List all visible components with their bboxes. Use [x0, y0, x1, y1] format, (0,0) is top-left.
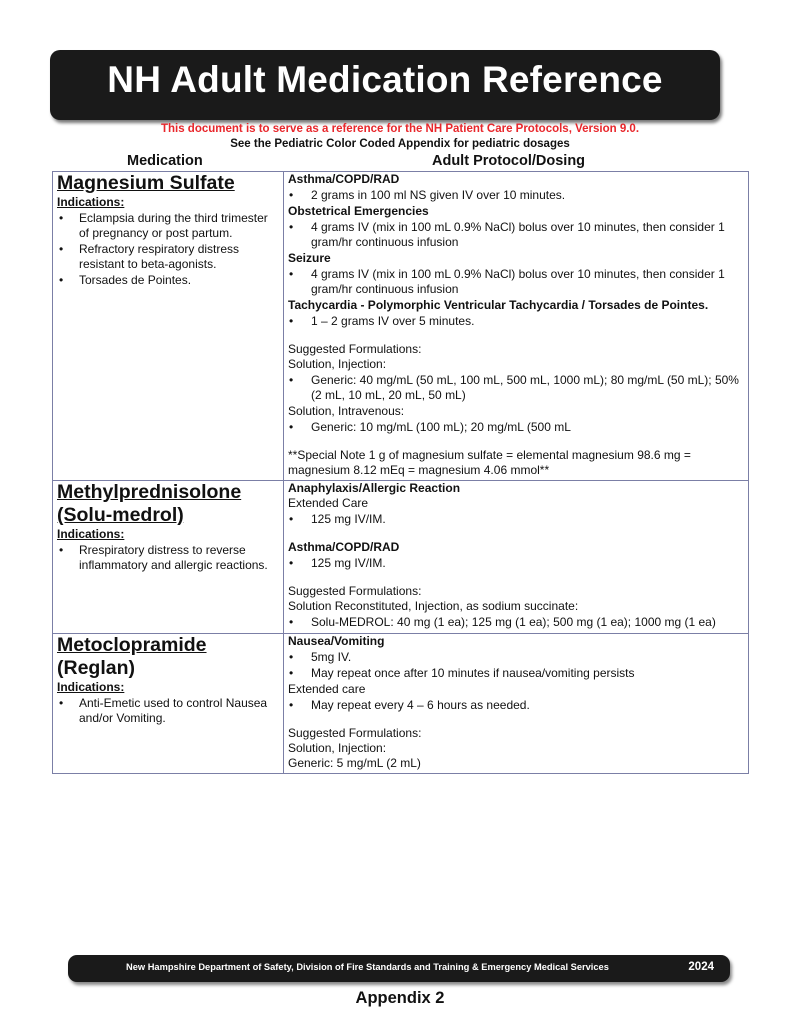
footer-year: 2024 — [688, 961, 714, 973]
dose-list — [288, 556, 744, 571]
formulation-type: Solution, Injection: — [288, 741, 387, 755]
list-item: • Solu-MEDROL: 40 mg (1 ea); 125 mg (1 ea); 500 mg (1 ea); 1000 mg (1 ea) — [288, 615, 744, 630]
formulations-title: Suggested Formulations: — [288, 584, 422, 598]
section-title: Asthma/COPD/RAD — [288, 540, 400, 554]
dosing-cell — [284, 172, 749, 481]
section-subtitle: Extended Care — [288, 496, 369, 510]
list-item: • 5mg IV. — [288, 650, 744, 665]
protocol-notice: This document is to serve as a reference for the NH Patient Care Protocols, Version 9.0. — [160, 123, 640, 135]
dose-list — [288, 267, 744, 297]
formulation-detail: Generic: 5 mg/mL (2 mL) — [288, 756, 421, 770]
dosing-cell — [284, 481, 749, 634]
dose-list — [288, 314, 744, 329]
medication-name: Magnesium Sulfate — [57, 172, 235, 194]
medication-cell — [53, 481, 284, 634]
dose-list — [288, 220, 744, 250]
section-title: Anaphylaxis/Allergic Reaction — [288, 481, 461, 495]
list-item: • Rrespiratory distress to reverse inflammatory and allergic reactions. — [57, 543, 279, 573]
list-item: • 4 grams IV (mix in 100 mL 0.9% NaCl) bolus over 10 minutes, then consider 1 gram/hr continuous infusion — [288, 220, 744, 250]
appendix-label: Appendix 2 — [355, 989, 445, 1007]
medication-brand-name: (Reglan) — [57, 657, 135, 679]
spacer — [288, 436, 744, 448]
medication-name: Methylprednisolone — [57, 481, 242, 503]
formulation-type: Solution, Intravenous: — [288, 404, 405, 418]
formulation-type: Solution Reconstituted, Injection, as sodium succinate: — [288, 599, 579, 613]
indications-label: Indications: — [57, 195, 125, 209]
section-title: Tachycardia - Polymorphic Ventricular Tachycardia / Torsades de Pointes. — [288, 298, 709, 312]
dose-list — [288, 512, 744, 527]
list-item: • 125 mg IV/IM. — [288, 512, 744, 527]
formulation-type: Solution, Injection: — [288, 357, 387, 371]
medication-cell — [53, 172, 284, 481]
section-title: Asthma/COPD/RAD — [288, 172, 400, 186]
dosing-column-header: Adult Protocol/Dosing — [432, 153, 586, 169]
footer-bar — [68, 955, 730, 982]
dose-list — [288, 698, 744, 713]
list-item: • Anti-Emetic used to control Nausea and/or Vomiting. — [57, 696, 279, 726]
section-title: Obstetrical Emergencies — [288, 204, 429, 218]
medication-cell — [53, 634, 284, 774]
footer-organization: New Hampshire Department of Safety, Division of Fire Standards and Training & Emergency Medical Services — [126, 962, 609, 972]
medication-brand-name: (Solu-medrol) — [57, 504, 184, 526]
list-item: • May repeat every 4 – 6 hours as needed. — [288, 698, 744, 713]
formulations-title: Suggested Formulations: — [288, 726, 422, 740]
list-item: • 2 grams in 100 ml NS given IV over 10 minutes. — [288, 188, 744, 203]
section-title: Seizure — [288, 251, 331, 265]
spacer — [288, 330, 744, 342]
list-item: • 125 mg IV/IM. — [288, 556, 744, 571]
indications-label: Indications: — [57, 527, 125, 541]
medication-column-header: Medication — [127, 153, 203, 169]
table-row — [53, 481, 749, 634]
indications-label: Indications: — [57, 680, 125, 694]
formulations-title: Suggested Formulations: — [288, 342, 422, 356]
spacer — [288, 714, 744, 726]
list-item: • Torsades de Pointes. — [57, 273, 279, 288]
list-item: • May repeat once after 10 minutes if nausea/vomiting persists — [288, 666, 744, 681]
spacer — [288, 528, 744, 540]
list-item: • Eclampsia during the third trimester of pregnancy or post partum. — [57, 211, 279, 241]
list-item: • Generic: 40 mg/mL (50 mL, 100 mL, 500 mL, 1000 mL); 80 mg/mL (50 mL); 50% (2 mL, 10 mL, 20 mL, 50 mL) — [288, 373, 744, 403]
table-row — [53, 172, 749, 481]
page-title: NH Adult Medication Reference — [107, 59, 663, 100]
spacer — [288, 572, 744, 584]
title-banner — [50, 50, 720, 120]
indications-list — [57, 696, 279, 726]
formulation-list — [288, 373, 744, 403]
list-item: • 4 grams IV (mix in 100 mL 0.9% NaCl) bolus over 10 minutes, then consider 1 gram/hr continuous infusion — [288, 267, 744, 297]
dosing-cell — [284, 634, 749, 774]
medication-name: Metoclopramide — [57, 634, 207, 656]
indications-list — [57, 211, 279, 288]
special-note: **Special Note 1 g of magnesium sulfate = elemental magnesium 98.6 mg = magnesium 8.12 mEq = magnesium 4.06 mmol** — [288, 448, 691, 477]
section-subtitle: Extended care — [288, 682, 366, 696]
list-item: • Refractory respiratory distress resistant to beta-agonists. — [57, 242, 279, 272]
table-row — [53, 634, 749, 774]
formulation-list — [288, 420, 744, 435]
medication-table — [52, 171, 749, 774]
dose-list — [288, 188, 744, 203]
pediatric-notice: See the Pediatric Color Coded Appendix for pediatric dosages — [230, 138, 570, 150]
dose-list — [288, 650, 744, 681]
indications-list — [57, 543, 279, 573]
section-title: Nausea/Vomiting — [288, 634, 385, 648]
formulation-list — [288, 615, 744, 630]
list-item: • 1 – 2 grams IV over 5 minutes. — [288, 314, 744, 329]
list-item: • Generic: 10 mg/mL (100 mL); 20 mg/mL (500 mL — [288, 420, 744, 435]
